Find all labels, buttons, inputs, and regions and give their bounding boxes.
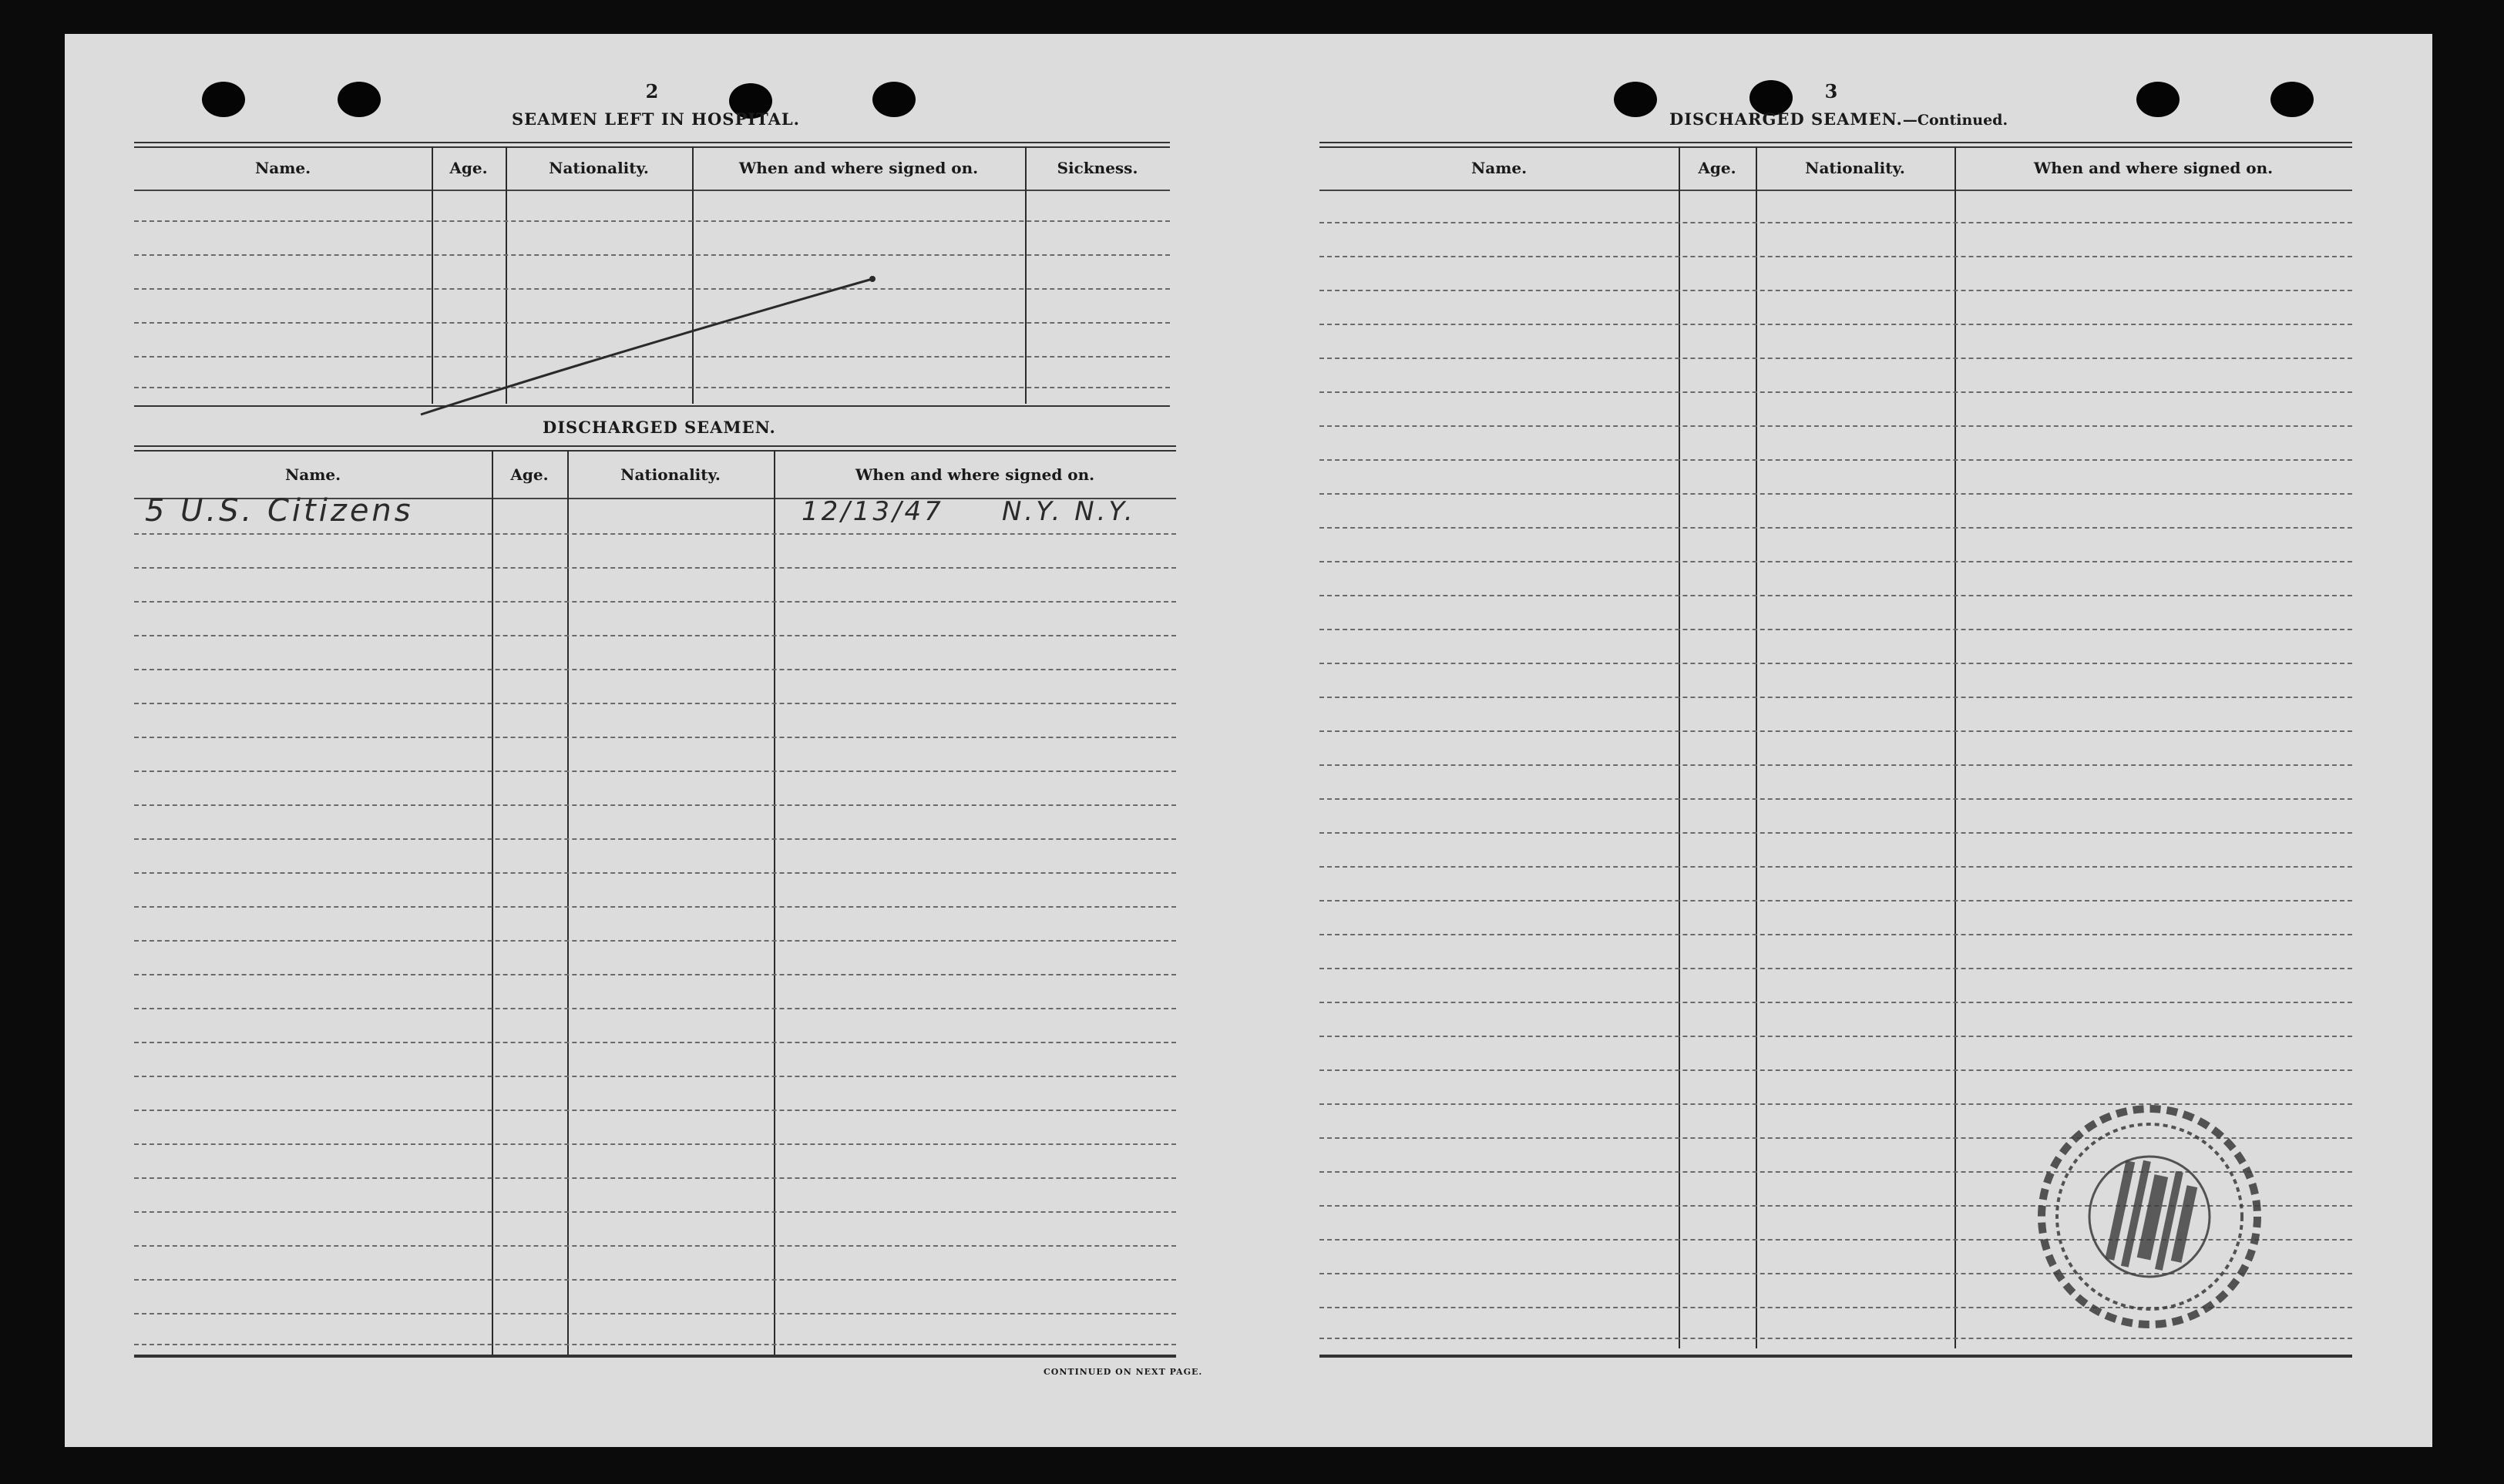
page-number: 3 [1824, 80, 1838, 102]
column-header-name: Name. [1470, 159, 1528, 177]
page-number: 2 [645, 80, 659, 102]
column-header-sickness: Sickness. [1057, 159, 1138, 177]
punch-hole-icon [872, 82, 916, 117]
hospital-table [134, 142, 1170, 442]
discharged-continued-title [1669, 109, 2008, 129]
handwritten-name-entry: 5 U.S. Citizens [145, 493, 414, 529]
column-header-signed-on: When and where signed on. [738, 159, 979, 177]
column-header-name: Name. [254, 159, 311, 177]
document-spread [65, 34, 2432, 1447]
column-header-nationality: Nationality. [549, 159, 649, 177]
punch-hole-icon [202, 82, 245, 117]
column-header-age: Age. [510, 465, 549, 484]
column-header-signed-on: When and where signed on. [2033, 159, 2274, 177]
column-header-age: Age. [1698, 159, 1736, 177]
column-header-name: Name. [284, 465, 341, 484]
continued-footnote: CONTINUED ON NEXT PAGE. [1044, 1367, 1203, 1377]
circular-postmark-stamp-icon [2022, 1089, 2284, 1344]
handwritten-signed-on-date: 12/13/47 [802, 496, 944, 527]
column-header-nationality: Nationality. [620, 465, 721, 484]
punch-hole-icon [1614, 82, 1657, 117]
title-text: DISCHARGED SEAMEN. [1669, 109, 1903, 129]
title-suffix: —Continued. [1902, 112, 2008, 129]
punch-hole-icon [2136, 82, 2180, 117]
hospital-section-title: SEAMEN LEFT IN HOSPITAL. [512, 109, 800, 129]
column-header-signed-on: When and where signed on. [855, 465, 1095, 484]
column-header-nationality: Nationality. [1805, 159, 1905, 177]
strike-through-line [134, 142, 1170, 442]
discharged-table [134, 445, 1203, 1401]
discharged-section-title: DISCHARGED SEAMEN. [543, 418, 776, 437]
column-header-age: Age. [449, 159, 488, 177]
handwritten-signed-on-place: N.Y. N.Y. [1002, 496, 1136, 527]
punch-hole-icon [2270, 82, 2314, 117]
punch-hole-icon [338, 82, 381, 117]
